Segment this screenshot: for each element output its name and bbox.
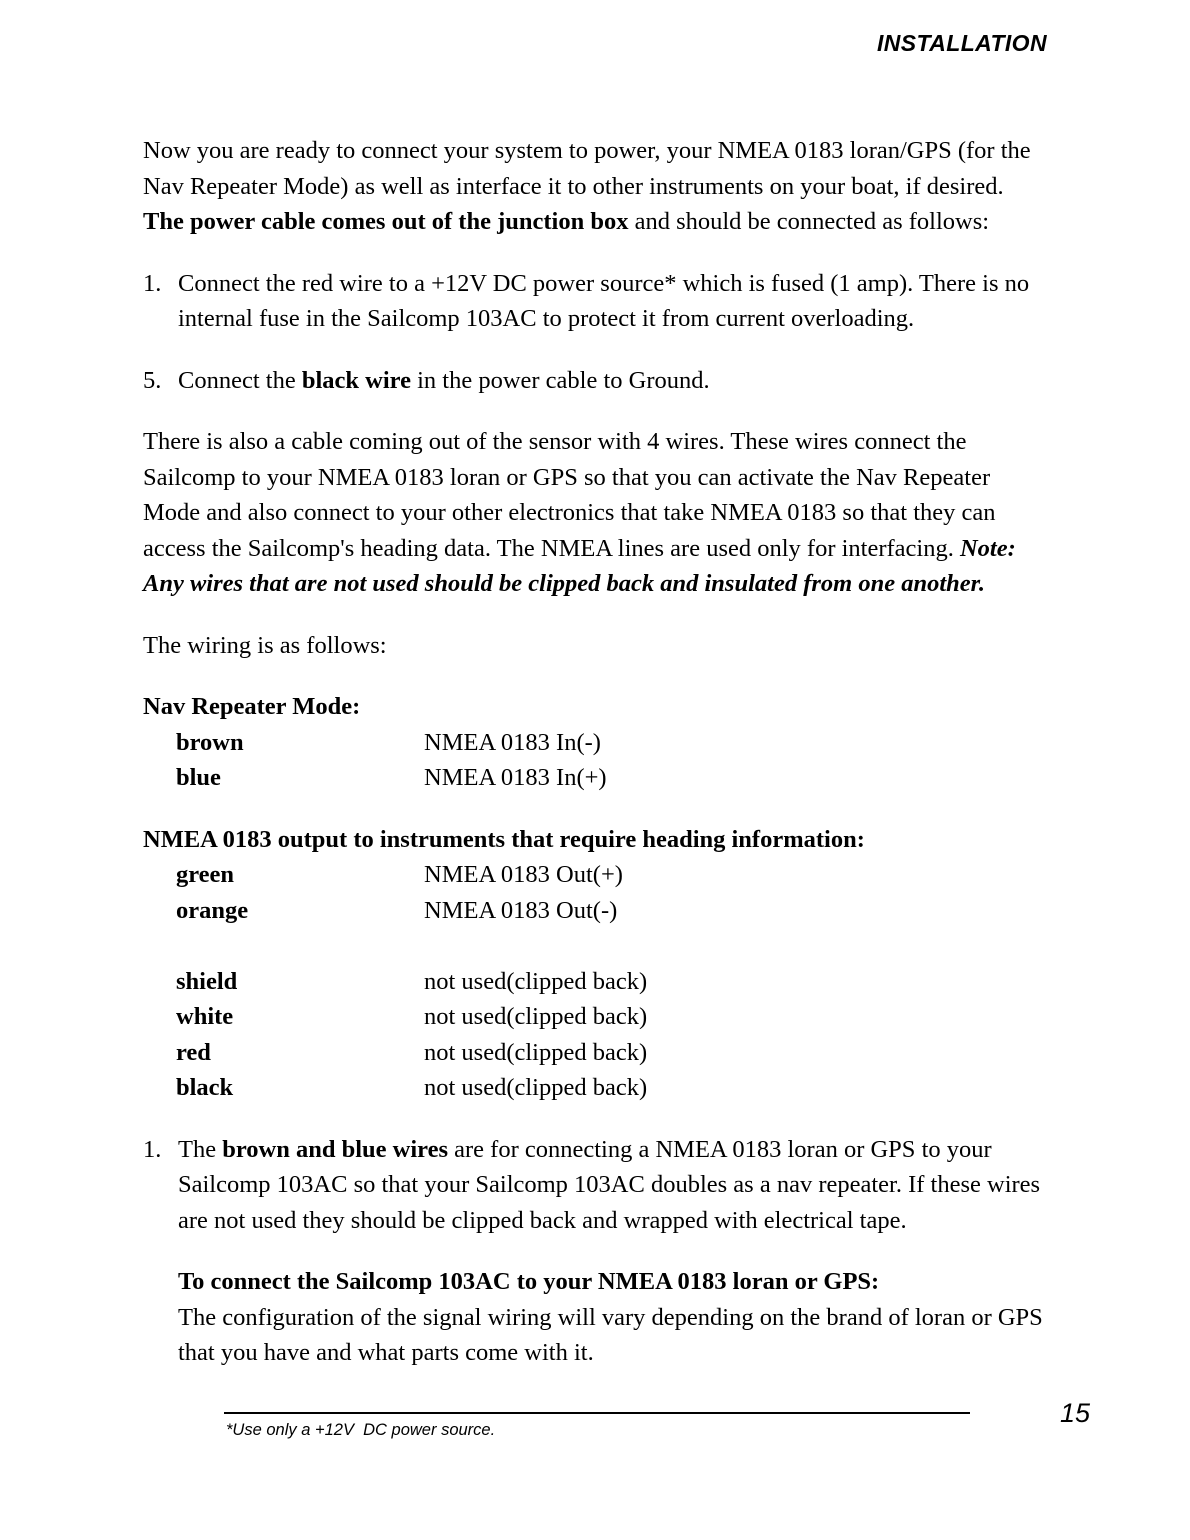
wiring-section-heading: NMEA 0183 output to instruments that require heading information:: [143, 825, 865, 853]
wire-row: [143, 760, 1046, 796]
wire-name: brown: [176, 728, 244, 756]
wire-description: NMEA 0183 Out(+): [424, 861, 623, 888]
wire-description: not used(clipped back): [424, 1003, 648, 1030]
sensor-cable-note: Note: Any wires that are not used should be clipped back and insulated from one another.: [143, 534, 1016, 597]
wire-name: black: [176, 1074, 234, 1101]
wire-description: not used(clipped back): [424, 1038, 648, 1066]
wiring-section-nav-repeater: [143, 689, 1046, 796]
wiring-intro-line: The wiring is as follows:: [143, 631, 387, 659]
wire-name: red: [176, 1038, 211, 1066]
sub-block-heading: To connect the Sailcomp 103AC to your NMEA 0183 loran or GPS:: [178, 1268, 880, 1295]
intro-bold-phrase: The power cable comes out of the junction box: [143, 208, 629, 235]
wire-name: shield: [176, 967, 238, 995]
sensor-cable-paragraph: [143, 424, 1046, 602]
wire-description: NMEA 0183 In(+): [424, 764, 607, 791]
wiring-section-heading: Nav Repeater Mode:: [143, 693, 361, 720]
wire-row: [143, 893, 1046, 929]
footnote-separator-rule: [224, 1412, 970, 1414]
list-marker: 1.: [143, 269, 162, 297]
intro-text-part2: and should be connected as follows:: [628, 208, 990, 235]
sensor-cable-text: There is also a cable coming out of the sensor with 4 wires. These wires connect the Sailcomp to your NMEA 0183 loran or GPS so that you can activate the Nav Repeater Mode and also connect to your other electronics that take NMEA 0183 so that they can access the Sailcomp's heading data. The NMEA lines are used only for interfacing.: [143, 428, 996, 562]
list-item-text-part1: The: [178, 1135, 223, 1163]
sub-block-text: The configuration of the signal wiring will vary depending on the brand of loran or GPS that you have and what parts come with it.: [178, 1303, 1043, 1366]
wire-row: [143, 999, 1046, 1035]
list-item-text-part2: are for connecting a NMEA 0183 loran or GPS to your Sailcomp 103AC so that your Sailcomp 103AC doubles as a nav repeater. If these wires are not used they should be clipped back and wrapped with electrical tape.: [178, 1135, 1041, 1234]
wire-description: NMEA 0183 Out(-): [424, 896, 618, 924]
wire-name: orange: [176, 896, 249, 924]
list-item: [143, 266, 1046, 337]
wire-description: not used(clipped back): [424, 967, 648, 995]
intro-text-part1: Now you are ready to connect your system to power, your NMEA 0183 loran/GPS (for the Nav Repeater Mode) as well as interface it to other instruments on your boat, if desired.: [143, 137, 1031, 200]
wiring-section-nmea-output: [143, 822, 1046, 1106]
wire-row: [143, 857, 1046, 893]
wire-name: green: [176, 861, 235, 888]
intro-paragraph: [143, 133, 1046, 240]
list-item: [143, 1132, 1046, 1239]
wire-row: [143, 964, 1046, 1000]
list-item-text-part1: Connect the: [178, 366, 302, 394]
wire-row: [143, 1035, 1046, 1071]
wire-name: blue: [176, 764, 221, 791]
page-number: 15: [1060, 1398, 1091, 1428]
wire-group-spacer: [143, 928, 1046, 964]
list-item-text: Connect the red wire to a +12V DC power source* which is fused (1 amp). There is no internal fuse in the Sailcomp 103AC to protect it from current overloading.: [178, 269, 1030, 332]
wire-row: [143, 725, 1046, 761]
list-item: [143, 363, 1046, 399]
wire-name: white: [176, 1003, 234, 1030]
wire-row: [143, 1070, 1046, 1106]
wire-description: NMEA 0183 In(-): [424, 728, 601, 756]
list-marker: 1.: [143, 1135, 162, 1163]
list-item-bold-phrase: brown and blue wires: [222, 1135, 448, 1163]
list-item-bold-phrase: black wire: [301, 366, 411, 394]
sub-block: [143, 1264, 1046, 1371]
page-content: [143, 133, 1046, 1371]
footnote-text: *Use only a +12V DC power source.: [226, 1421, 496, 1439]
wire-description: not used(clipped back): [424, 1074, 648, 1101]
list-item-text-part2: in the power cable to Ground.: [410, 366, 710, 394]
list-marker: 5.: [143, 366, 162, 394]
running-head: INSTALLATION: [876, 30, 1047, 56]
